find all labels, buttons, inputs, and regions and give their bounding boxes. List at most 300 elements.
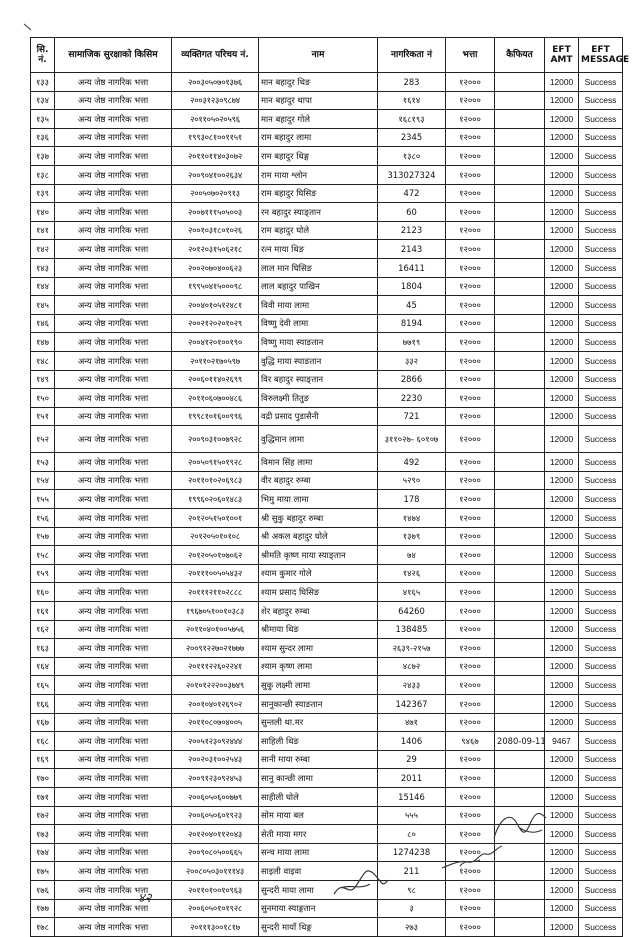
row-eft-amt: 12000 [545,240,579,259]
row-eft-message: Success [579,676,623,695]
row-eft-amt: 12000 [545,258,579,277]
table-row [31,843,623,862]
row-citizenship: 16411 [378,258,446,277]
row-name: श्री सुकु बहादुर रुम्बा [259,509,378,528]
row-scheme-type: अन्य जेष्ठ नागरिक भत्ता [55,657,172,676]
table-row [31,918,623,937]
row-sn: १६५ [31,676,55,695]
row-eft-amt: 12000 [545,769,579,788]
row-personal-id: २००२०३१००२५४३ [172,750,259,769]
row-allowance: १२००० [446,296,495,315]
row-name: विष्णु माया स्याङतान [259,333,378,352]
table-row [31,389,623,408]
row-remarks [495,91,545,110]
row-remarks [495,769,545,788]
row-sn: १४४ [31,277,55,296]
row-sn: १४३ [31,258,55,277]
row-personal-id: १९९३०८१००११५१ [172,128,259,147]
table-row [31,91,623,110]
row-allowance: १२००० [446,620,495,639]
table-row [31,787,623,806]
table-row [31,203,623,222]
row-allowance: १२००० [446,843,495,862]
table-row [31,620,623,639]
row-sn: १६० [31,583,55,602]
row-allowance: १२००० [446,453,495,472]
row-citizenship: १४७४ [378,509,446,528]
row-name: सुकु लक्ष्मी लामा [259,676,378,695]
row-name: श्री अकल बहादुर घोले [259,527,378,546]
row-personal-id: १९९५०४१५०००९८ [172,277,259,296]
row-name: साहिली थिङ [259,732,378,751]
row-allowance: १२००० [446,713,495,732]
table-row [31,862,623,881]
header-sn: सि. नं. [31,38,55,73]
table-row [31,657,623,676]
row-name: रत्न माया थिङ [259,240,378,259]
row-eft-amt: 12000 [545,471,579,490]
row-name: मान बहादुर थापा [259,91,378,110]
row-scheme-type: अन्य जेष्ठ नागरिक भत्ता [55,602,172,621]
row-citizenship: 2143 [378,240,446,259]
row-name: सुन्तली था.मर [259,713,378,732]
table-row [31,351,623,370]
row-allowance: १२००० [446,509,495,528]
row-eft-message: Success [579,277,623,296]
row-allowance: १२००० [446,277,495,296]
table-row [31,583,623,602]
row-sn: १७६ [31,880,55,899]
row-personal-id: २००१०३१८०१०२६ [172,221,259,240]
row-name: भिमु माया लामा [259,490,378,509]
row-personal-id: २०१२०५०१०७०६२ [172,546,259,565]
row-remarks [495,583,545,602]
row-remarks [495,240,545,259]
row-eft-message: Success [579,296,623,315]
row-remarks [495,862,545,881]
row-sn: १४० [31,203,55,222]
row-name: राम बहादुर घोले [259,221,378,240]
row-personal-id: १९९८१०१६००९९६ [172,407,259,426]
row-eft-message: Success [579,602,623,621]
row-allowance: १२००० [446,351,495,370]
row-name: श्याम कुमार गोले [259,564,378,583]
row-personal-id: २०१११२११०२८८८ [172,583,259,602]
row-allowance: १२००० [446,91,495,110]
row-sn: १६७ [31,713,55,732]
row-scheme-type: अन्य जेष्ठ नागरिक भत्ता [55,490,172,509]
header-personal-id: व्यक्तिगत परिचय नं. [172,38,259,73]
header-eft-amt: EFT AMT [545,38,579,73]
row-sn: १४९ [31,370,55,389]
row-eft-message: Success [579,564,623,583]
row-personal-id: २००५०७०२०९१३ [172,184,259,203]
row-eft-message: Success [579,258,623,277]
row-allowance: १२००० [446,639,495,658]
row-scheme-type: अन्य जेष्ठ नागरिक भत्ता [55,899,172,918]
row-name: वद्री प्रसाद पुडासैनी [259,407,378,426]
row-name: सुन्दरी माया लामा [259,880,378,899]
row-sn: १३३ [31,73,55,92]
row-scheme-type: अन्य जेष्ठ नागरिक भत्ता [55,620,172,639]
row-eft-message: Success [579,389,623,408]
row-eft-message: Success [579,128,623,147]
row-scheme-type: अन्य जेष्ठ नागरिक भत्ता [55,509,172,528]
row-name: सेती माया मगर [259,825,378,844]
row-scheme-type: अन्य जेष्ठ नागरिक भत्ता [55,713,172,732]
row-eft-message: Success [579,91,623,110]
table-row [31,277,623,296]
row-remarks [495,147,545,166]
row-name: शेर बहादुर रुम्बा [259,602,378,621]
row-allowance: १२००० [446,110,495,129]
row-remarks [495,333,545,352]
table-row [31,221,623,240]
row-allowance: १२००० [446,333,495,352]
row-remarks [495,843,545,862]
row-personal-id: २००६०५०६०१९२३ [172,806,259,825]
row-name: रन बहादुर स्याङ्तान [259,203,378,222]
row-eft-amt: 12000 [545,750,579,769]
row-eft-message: Success [579,370,623,389]
table-row [31,806,623,825]
row-sn: १३९ [31,184,55,203]
row-eft-amt: 12000 [545,333,579,352]
row-eft-message: Success [579,490,623,509]
row-eft-amt: 12000 [545,583,579,602]
row-remarks [495,258,545,277]
row-sn: १७८ [31,918,55,937]
row-allowance: १२००० [446,918,495,937]
row-personal-id: २०११०१००१०९६३ [172,880,259,899]
row-allowance: १२००० [446,128,495,147]
row-name: सानुकान्छी स्याङतान [259,695,378,714]
row-eft-message: Success [579,333,623,352]
row-sn: १४७ [31,333,55,352]
row-allowance: १२००० [446,203,495,222]
row-remarks [495,314,545,333]
row-eft-amt: 12000 [545,843,579,862]
row-sn: १६१ [31,602,55,621]
row-citizenship: 313027324 [378,165,446,184]
row-eft-amt: 12000 [545,657,579,676]
row-personal-id: २००३०५०७०१३७६ [172,73,259,92]
row-eft-message: Success [579,184,623,203]
row-personal-id: २००६०५०१०१९२८ [172,899,259,918]
table-row [31,639,623,658]
row-eft-amt: 12000 [545,277,579,296]
row-personal-id: २०११०६०७००४८६ [172,389,259,408]
row-scheme-type: अन्य जेष्ठ नागरिक भत्ता [55,676,172,695]
row-sn: १५२ [31,426,55,453]
row-personal-id: २००५१२३०९२४४४ [172,732,259,751]
row-allowance: १२००० [446,407,495,426]
row-name: राम बहादुर लामा [259,128,378,147]
table-row [31,258,623,277]
row-eft-amt: 12000 [545,639,579,658]
row-personal-id: २०१११३००१८१७ [172,918,259,937]
row-personal-id: २००३१२३०९८७४ [172,91,259,110]
row-remarks [495,221,545,240]
row-allowance: १२००० [446,564,495,583]
row-allowance: १२००० [446,147,495,166]
row-remarks [495,750,545,769]
row-citizenship: ४१६५ [378,583,446,602]
row-name: लाल बहादुर पाखिन [259,277,378,296]
row-scheme-type: अन्य जेष्ठ नागरिक भत्ता [55,165,172,184]
row-sn: १५० [31,389,55,408]
row-personal-id: २००५०९१५०१९२८ [172,453,259,472]
table-row [31,314,623,333]
row-eft-amt: 12000 [545,602,579,621]
row-citizenship: ५५५ [378,806,446,825]
row-personal-id: २०११०८०७०४००५ [172,713,259,732]
row-citizenship: 2866 [378,370,446,389]
row-eft-amt: 12000 [545,453,579,472]
row-sn: १४२ [31,240,55,259]
row-sn: १७४ [31,843,55,862]
row-sn: १७५ [31,862,55,881]
row-remarks [495,110,545,129]
row-personal-id: २००४०१०५१२४८१ [172,296,259,315]
row-eft-amt: 12000 [545,73,579,92]
row-remarks [495,880,545,899]
row-eft-message: Success [579,426,623,453]
row-allowance: १२००० [446,73,495,92]
row-name: साइली वाइवा [259,862,378,881]
row-citizenship: 8194 [378,314,446,333]
row-eft-message: Success [579,314,623,333]
row-remarks [495,899,545,918]
row-sn: १३७ [31,147,55,166]
row-scheme-type: अन्य जेष्ठ नागरिक भत्ता [55,407,172,426]
table-row [31,732,623,751]
row-scheme-type: अन्य जेष्ठ नागरिक भत्ता [55,426,172,453]
row-personal-id: २०१२०५०१०१०८ [172,527,259,546]
row-eft-message: Success [579,787,623,806]
row-eft-amt: 12000 [545,203,579,222]
row-eft-message: Success [579,165,623,184]
row-sn: १५८ [31,546,55,565]
row-eft-amt: 12000 [545,128,579,147]
row-eft-message: Success [579,453,623,472]
table-row [31,165,623,184]
row-name: श्रीमति कृष्ण माया स्याङ्तान [259,546,378,565]
table-row [31,370,623,389]
header-allowance: भत्ता [446,38,495,73]
row-personal-id: २०११०५०२०५९६ [172,110,259,129]
row-personal-id: २००६०११४०२६९९ [172,370,259,389]
table-row [31,899,623,918]
row-name: श्याम सुन्दर लामा [259,639,378,658]
table-row [31,296,623,315]
table-row [31,602,623,621]
row-scheme-type: अन्य जेष्ठ नागरिक भत्ता [55,296,172,315]
row-remarks [495,676,545,695]
table-row [31,676,623,695]
row-sn: १६८ [31,732,55,751]
row-personal-id: १९६७०५१००१०३८३ [172,602,259,621]
row-allowance: १२००० [446,389,495,408]
row-eft-message: Success [579,639,623,658]
row-citizenship: 1804 [378,277,446,296]
row-scheme-type: अन्य जेष्ठ नागरिक भत्ता [55,918,172,937]
row-eft-message: Success [579,546,623,565]
table-row [31,713,623,732]
row-allowance: १२००० [446,787,495,806]
row-citizenship: १३८० [378,147,446,166]
row-remarks [495,509,545,528]
table-row [31,240,623,259]
row-eft-amt: 12000 [545,825,579,844]
row-remarks [495,825,545,844]
row-sn: १७३ [31,825,55,844]
row-eft-message: Success [579,843,623,862]
row-name: विमान सिंह लामा [259,453,378,472]
row-scheme-type: अन्य जेष्ठ नागरिक भत्ता [55,277,172,296]
row-citizenship: 138485 [378,620,446,639]
row-remarks [495,620,545,639]
row-eft-message: Success [579,695,623,714]
table-row [31,769,623,788]
row-eft-amt: 12000 [545,184,579,203]
row-citizenship: ३ [378,899,446,918]
row-name: सानु कान्छी लामा [259,769,378,788]
row-remarks [495,490,545,509]
row-eft-message: Success [579,880,623,899]
row-eft-amt: 12000 [545,351,579,370]
row-scheme-type: अन्य जेष्ठ नागरिक भत्ता [55,806,172,825]
row-eft-amt: 12000 [545,426,579,453]
row-scheme-type: अन्य जेष्ठ नागरिक भत्ता [55,583,172,602]
row-allowance: १२००० [446,165,495,184]
row-eft-message: Success [579,918,623,937]
row-eft-message: Success [579,73,623,92]
row-allowance: ९४६७ [446,732,495,751]
row-sn: १७२ [31,806,55,825]
row-allowance: १२००० [446,769,495,788]
row-eft-message: Success [579,471,623,490]
row-sn: १५७ [31,527,55,546]
table-row [31,426,623,453]
row-scheme-type: अन्य जेष्ठ नागरिक भत्ता [55,221,172,240]
row-name: राम बहादुर घिसिङ [259,184,378,203]
row-citizenship: 721 [378,407,446,426]
row-remarks [495,73,545,92]
row-name: सुन्दरी मायाँ थिङ्ग [259,918,378,937]
row-citizenship: २४३३ [378,676,446,695]
row-scheme-type: अन्य जेष्ठ नागरिक भत्ता [55,546,172,565]
row-remarks [495,128,545,147]
row-citizenship: 283 [378,73,446,92]
row-remarks [495,639,545,658]
row-citizenship: 178 [378,490,446,509]
row-citizenship: ७४ [378,546,446,565]
row-citizenship: 2011 [378,769,446,788]
table-row [31,695,623,714]
row-citizenship: ७७१९ [378,333,446,352]
row-remarks [495,407,545,426]
row-eft-amt: 12000 [545,862,579,881]
row-personal-id: २०१११००५०५४३२ [172,564,259,583]
row-remarks [495,203,545,222]
row-eft-message: Success [579,620,623,639]
row-eft-message: Success [579,769,623,788]
row-eft-amt: 12000 [545,564,579,583]
row-sn: १३५ [31,110,55,129]
row-scheme-type: अन्य जेष्ठ नागरिक भत्ता [55,314,172,333]
row-citizenship: 15146 [378,787,446,806]
row-remarks [495,602,545,621]
header-eft-message: EFT MESSAGE [579,38,623,73]
row-name: सानी माया रुम्बा [259,750,378,769]
row-scheme-type: अन्य जेष्ठ नागरिक भत्ता [55,787,172,806]
row-sn: १३६ [31,128,55,147]
row-personal-id: २००२१२०२०१०२९ [172,314,259,333]
row-name: राम बहादुर थिङ्ग [259,147,378,166]
row-personal-id: २००९०८०५००६६५ [172,843,259,862]
row-eft-message: Success [579,527,623,546]
row-eft-amt: 12000 [545,676,579,695]
table-row [31,333,623,352]
row-allowance: १२००० [446,527,495,546]
row-scheme-type: अन्य जेष्ठ नागरिक भत्ता [55,453,172,472]
table-header-row [31,38,623,73]
header-name: नाम [259,38,378,73]
row-personal-id: २०१२०३१५०६२१८ [172,240,259,259]
row-scheme-type: अन्य जेष्ठ नागरिक भत्ता [55,91,172,110]
row-citizenship: ४७१ [378,713,446,732]
row-sn: १५३ [31,453,55,472]
row-scheme-type: अन्य जेष्ठ नागरिक भत्ता [55,843,172,862]
row-remarks [495,184,545,203]
row-personal-id: २००७१११५०५००३ [172,203,259,222]
row-citizenship: ३११०२७- ६०१०७ [378,426,446,453]
row-allowance: १२००० [446,862,495,881]
row-sn: १५५ [31,490,55,509]
header-scheme-type: सामाजिक सुरक्षाको किसिम [55,38,172,73]
table-row [31,471,623,490]
row-scheme-type: अन्य जेष्ठ नागरिक भत्ता [55,128,172,147]
row-citizenship: ९८ [378,880,446,899]
row-remarks [495,296,545,315]
row-allowance: १२००० [446,899,495,918]
row-name: वुद्धिमान लामा [259,426,378,453]
row-personal-id: २०१२०५१५०१००१ [172,509,259,528]
row-remarks [495,564,545,583]
row-eft-amt: 12000 [545,110,579,129]
row-eft-message: Success [579,147,623,166]
row-eft-amt: 12000 [545,546,579,565]
row-name: विर बहादुर स्याङ्तान [259,370,378,389]
table-row [31,73,623,92]
row-remarks: 2080-09-11 [495,732,545,751]
row-remarks [495,471,545,490]
row-eft-message: Success [579,203,623,222]
row-eft-message: Success [579,583,623,602]
header-citizenship: नागरिकता नं [378,38,446,73]
row-name: श्याम प्रसाद घिसिङ [259,583,378,602]
row-personal-id: २००६०५०६००७७९ [172,787,259,806]
row-citizenship: 492 [378,453,446,472]
row-allowance: १२००० [446,806,495,825]
row-name: साहीली घोले [259,787,378,806]
row-scheme-type: अन्य जेष्ठ नागरिक भत्ता [55,333,172,352]
table-row [31,546,623,565]
table-row [31,527,623,546]
row-personal-id: २०१११२२६०२२४१ [172,657,259,676]
row-personal-id: २००१०४०१२६९०२ [172,695,259,714]
